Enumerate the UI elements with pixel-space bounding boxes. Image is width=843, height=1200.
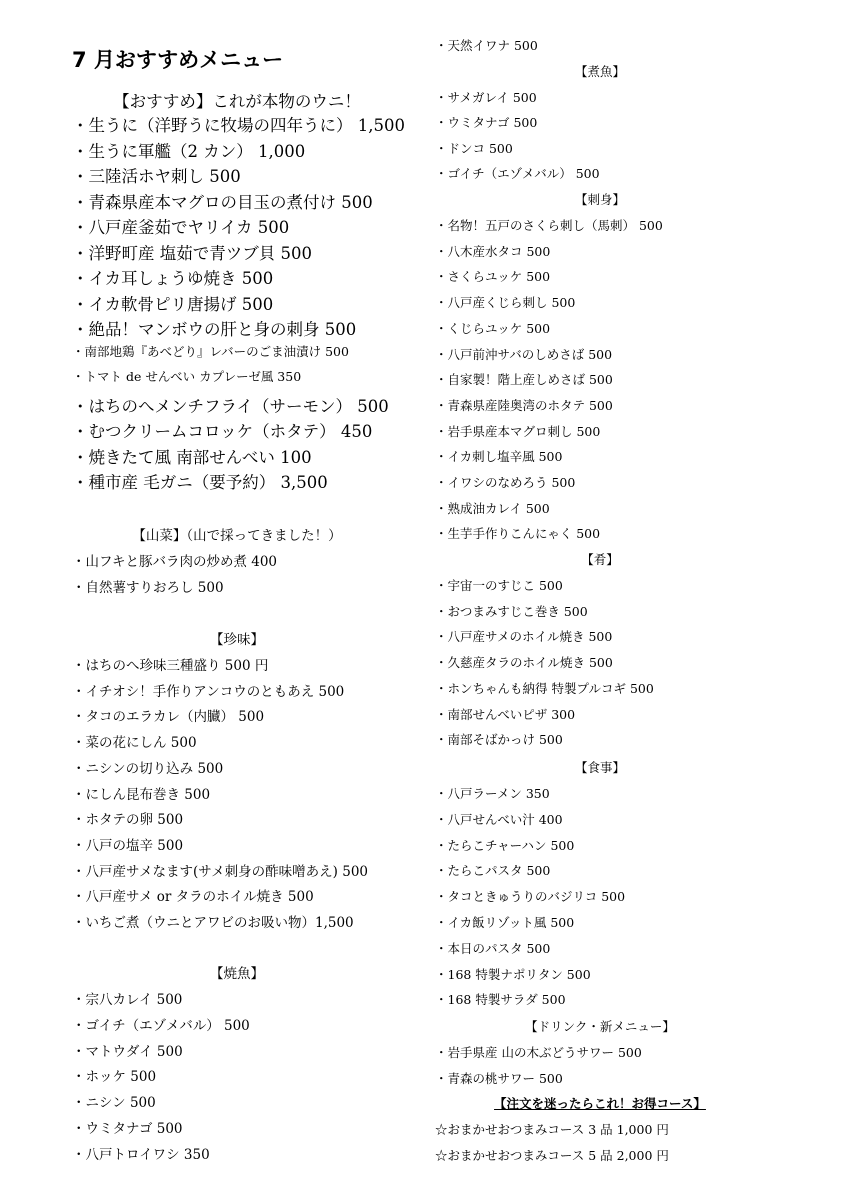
menu-item: ・自然薯すりおろし 500: [72, 580, 224, 596]
nizakana-header: 【煮魚】: [574, 64, 625, 79]
menu-item: ・ゴイチ（エゾメバル） 500: [435, 165, 600, 181]
menu-item: ・八戸せんべい汁 400: [435, 811, 563, 827]
left-column: [72, 0, 432, 1200]
menu-item: ・タコのエラカレ（内臓） 500: [72, 709, 265, 726]
menu-item: ・いちご煮（ウニとアワビのお吸い物）1,500: [72, 915, 354, 931]
menu-item: ・熟成油カレイ 500: [435, 500, 550, 516]
menu-item: ・ホッケ 500: [72, 1069, 157, 1086]
menu-item: ・八戸産釜茹でヤリイカ 500: [72, 218, 290, 237]
menu-item: ・本日のパスタ 500: [435, 940, 551, 956]
menu-item: ・青森県産陸奥湾のホタテ 500: [435, 397, 613, 413]
menu-item: ・にしん昆布巻き 500: [72, 786, 211, 803]
menu-item: ・岩手県産 山の木ぶどうサワー 500: [435, 1045, 642, 1060]
sashimi-header: 【刺身】: [574, 192, 625, 207]
menu-item: ・おつまみすじこ巻き 500: [435, 603, 588, 619]
menu-item: ・ウミタナゴ 500: [435, 115, 538, 131]
menu-item: ・八戸ラーメン 350: [435, 786, 550, 801]
menu-item: ・ホタテの卵 500: [72, 812, 184, 829]
course-header: 【注文を迷ったらこれ！お得コース】: [494, 1096, 706, 1111]
menu-item: ☆おまかせおつまみコース 3 品 1,000 円: [435, 1122, 669, 1137]
yakizakana-header: 【焼魚】: [210, 966, 264, 982]
menu-item: ・168 特製ナポリタン 500: [435, 966, 591, 982]
menu-item: ・生うに軍艦（2 カン） 1,000: [72, 141, 306, 161]
menu-item: ・青森県産本マグロの目玉の煮付け 500: [72, 192, 373, 212]
menu-item: ・サメガレイ 500: [435, 90, 537, 105]
menu-item: ・八戸前沖サバのしめさば 500: [435, 346, 613, 362]
menu-item: ・洋野町産 塩茹で青ツブ貝 500: [72, 243, 312, 263]
menu-item: ・タコときゅうりのバジリコ 500: [435, 889, 626, 905]
menu-item: ・ウミタナゴ 500: [72, 1121, 183, 1137]
page-title: 7 月おすすめメニュー: [72, 48, 284, 72]
menu-item: ・ニシンの切り込み 500: [72, 760, 224, 777]
sakana-header: 【肴】: [581, 552, 619, 567]
menu-item: ・ニシン 500: [72, 1095, 156, 1112]
menu-item: ・焼きたて風 南部せんべい 100: [72, 447, 312, 467]
menu-item: ・三陸活ホヤ刺し 500: [72, 167, 241, 186]
menu-item: ・生芋手作りこんにゃく 500: [435, 526, 601, 542]
menu-item: ・イカ飯リゾット風 500: [435, 915, 575, 930]
menu-item: ・イカ耳しょうゆ焼き 500: [72, 269, 274, 288]
menu-item: ・八戸の塩辛 500: [72, 837, 184, 854]
menu-item: ・168 特製サラダ 500: [435, 992, 566, 1008]
menu-item: ・ホンちゃんも納得 特製プルコギ 500: [435, 680, 654, 696]
menu-item: ・南部そばかっけ 500: [435, 732, 563, 748]
shokuji-header: 【食事】: [574, 760, 625, 775]
menu-item: ☆おまかせおつまみコース 5 品 2,000 円: [435, 1147, 669, 1163]
menu-item: ・自家製！階上産しめさば 500: [435, 372, 613, 388]
menu-item: ・青森の桃サワー 500: [435, 1070, 563, 1086]
menu-item: ・たらこチャーハン 500: [435, 837, 575, 853]
menu-item: ・はちのへメンチフライ（サーモン） 500: [72, 396, 389, 416]
menu-item: ・八戸産くじら刺し 500: [435, 295, 576, 311]
menu-item: ・名物！五戸のさくら刺し（馬刺） 500: [435, 218, 663, 233]
menu-item: ・宗八カレイ 500: [72, 992, 183, 1008]
menu-item: ・トマト de せんべい カプレーゼ風 350: [72, 369, 302, 384]
menu-item: ・くじらユッケ 500: [435, 320, 551, 336]
menu-item: ・久慈産タラのホイル焼き 500: [435, 655, 613, 671]
menu-item: ・菜の花にしん 500: [72, 735, 197, 752]
menu-item: ・さくらユッケ 500: [435, 269, 551, 285]
menu-item: ・ドンコ 500: [435, 140, 513, 156]
menu-item: ・イカ軟骨ピリ唐揚げ 500: [72, 294, 274, 314]
menu-item: ・マトウダイ 500: [72, 1043, 183, 1060]
sansai-header: 【山菜】（山で採ってきました！）: [132, 528, 342, 544]
menu-item: ・イチオシ！手作りアンコウのともあえ 500: [72, 683, 345, 700]
menu-item: ・たらこパスタ 500: [435, 863, 551, 879]
menu-item: ・種市産 毛ガニ（要予約） 3,500: [72, 473, 328, 492]
menu-item: ・八木産水タコ 500: [435, 243, 551, 259]
menu-item: ・むつクリームコロッケ（ホタテ） 450: [72, 422, 373, 441]
menu-item: ・八戸トロイワシ 350: [72, 1146, 210, 1163]
menu-item: ・山フキと豚バラ肉の炒め煮 400: [72, 554, 278, 570]
menu-item: ・南部せんべいピザ 300: [435, 706, 576, 722]
drink-header: 【ドリンク・新メニュー】: [525, 1019, 675, 1034]
menu-item: ・八戸産サメのホイル焼き 500: [435, 629, 613, 645]
menu-item: ・生うに（洋野うに牧場の四年うに） 1,500: [72, 116, 405, 135]
menu-item: ・八戸産サメなます(サメ刺身の酢味噌あえ) 500: [72, 863, 369, 880]
right-column: [435, 0, 775, 1200]
chinmi-header: 【珍味】: [210, 632, 264, 648]
menu-item: ・ゴイチ（エゾメバル） 500: [72, 1017, 250, 1034]
menu-item: ・南部地鶏『あべどり』レバーのごま油漬け 500: [72, 343, 349, 359]
menu-item: ・はちのへ珍味三種盛り 500 円: [72, 658, 269, 674]
menu-item: ・イカ刺し塩辛風 500: [435, 449, 563, 465]
menu-item: ・八戸産サメ or タラのホイル焼き 500: [72, 889, 314, 906]
menu-item: ・天然イワナ 500: [435, 38, 538, 53]
menu-item: ・絶品！マンボウの肝と身の刺身 500: [72, 320, 357, 339]
menu-item: ・イワシのなめろう 500: [435, 475, 576, 490]
menu-item: ・岩手県産本マグロ刺し 500: [435, 423, 601, 439]
menu-item: ・宇宙一のすじこ 500: [435, 578, 563, 593]
featured-header: 【おすすめ】これが本物のウニ！: [113, 92, 361, 111]
